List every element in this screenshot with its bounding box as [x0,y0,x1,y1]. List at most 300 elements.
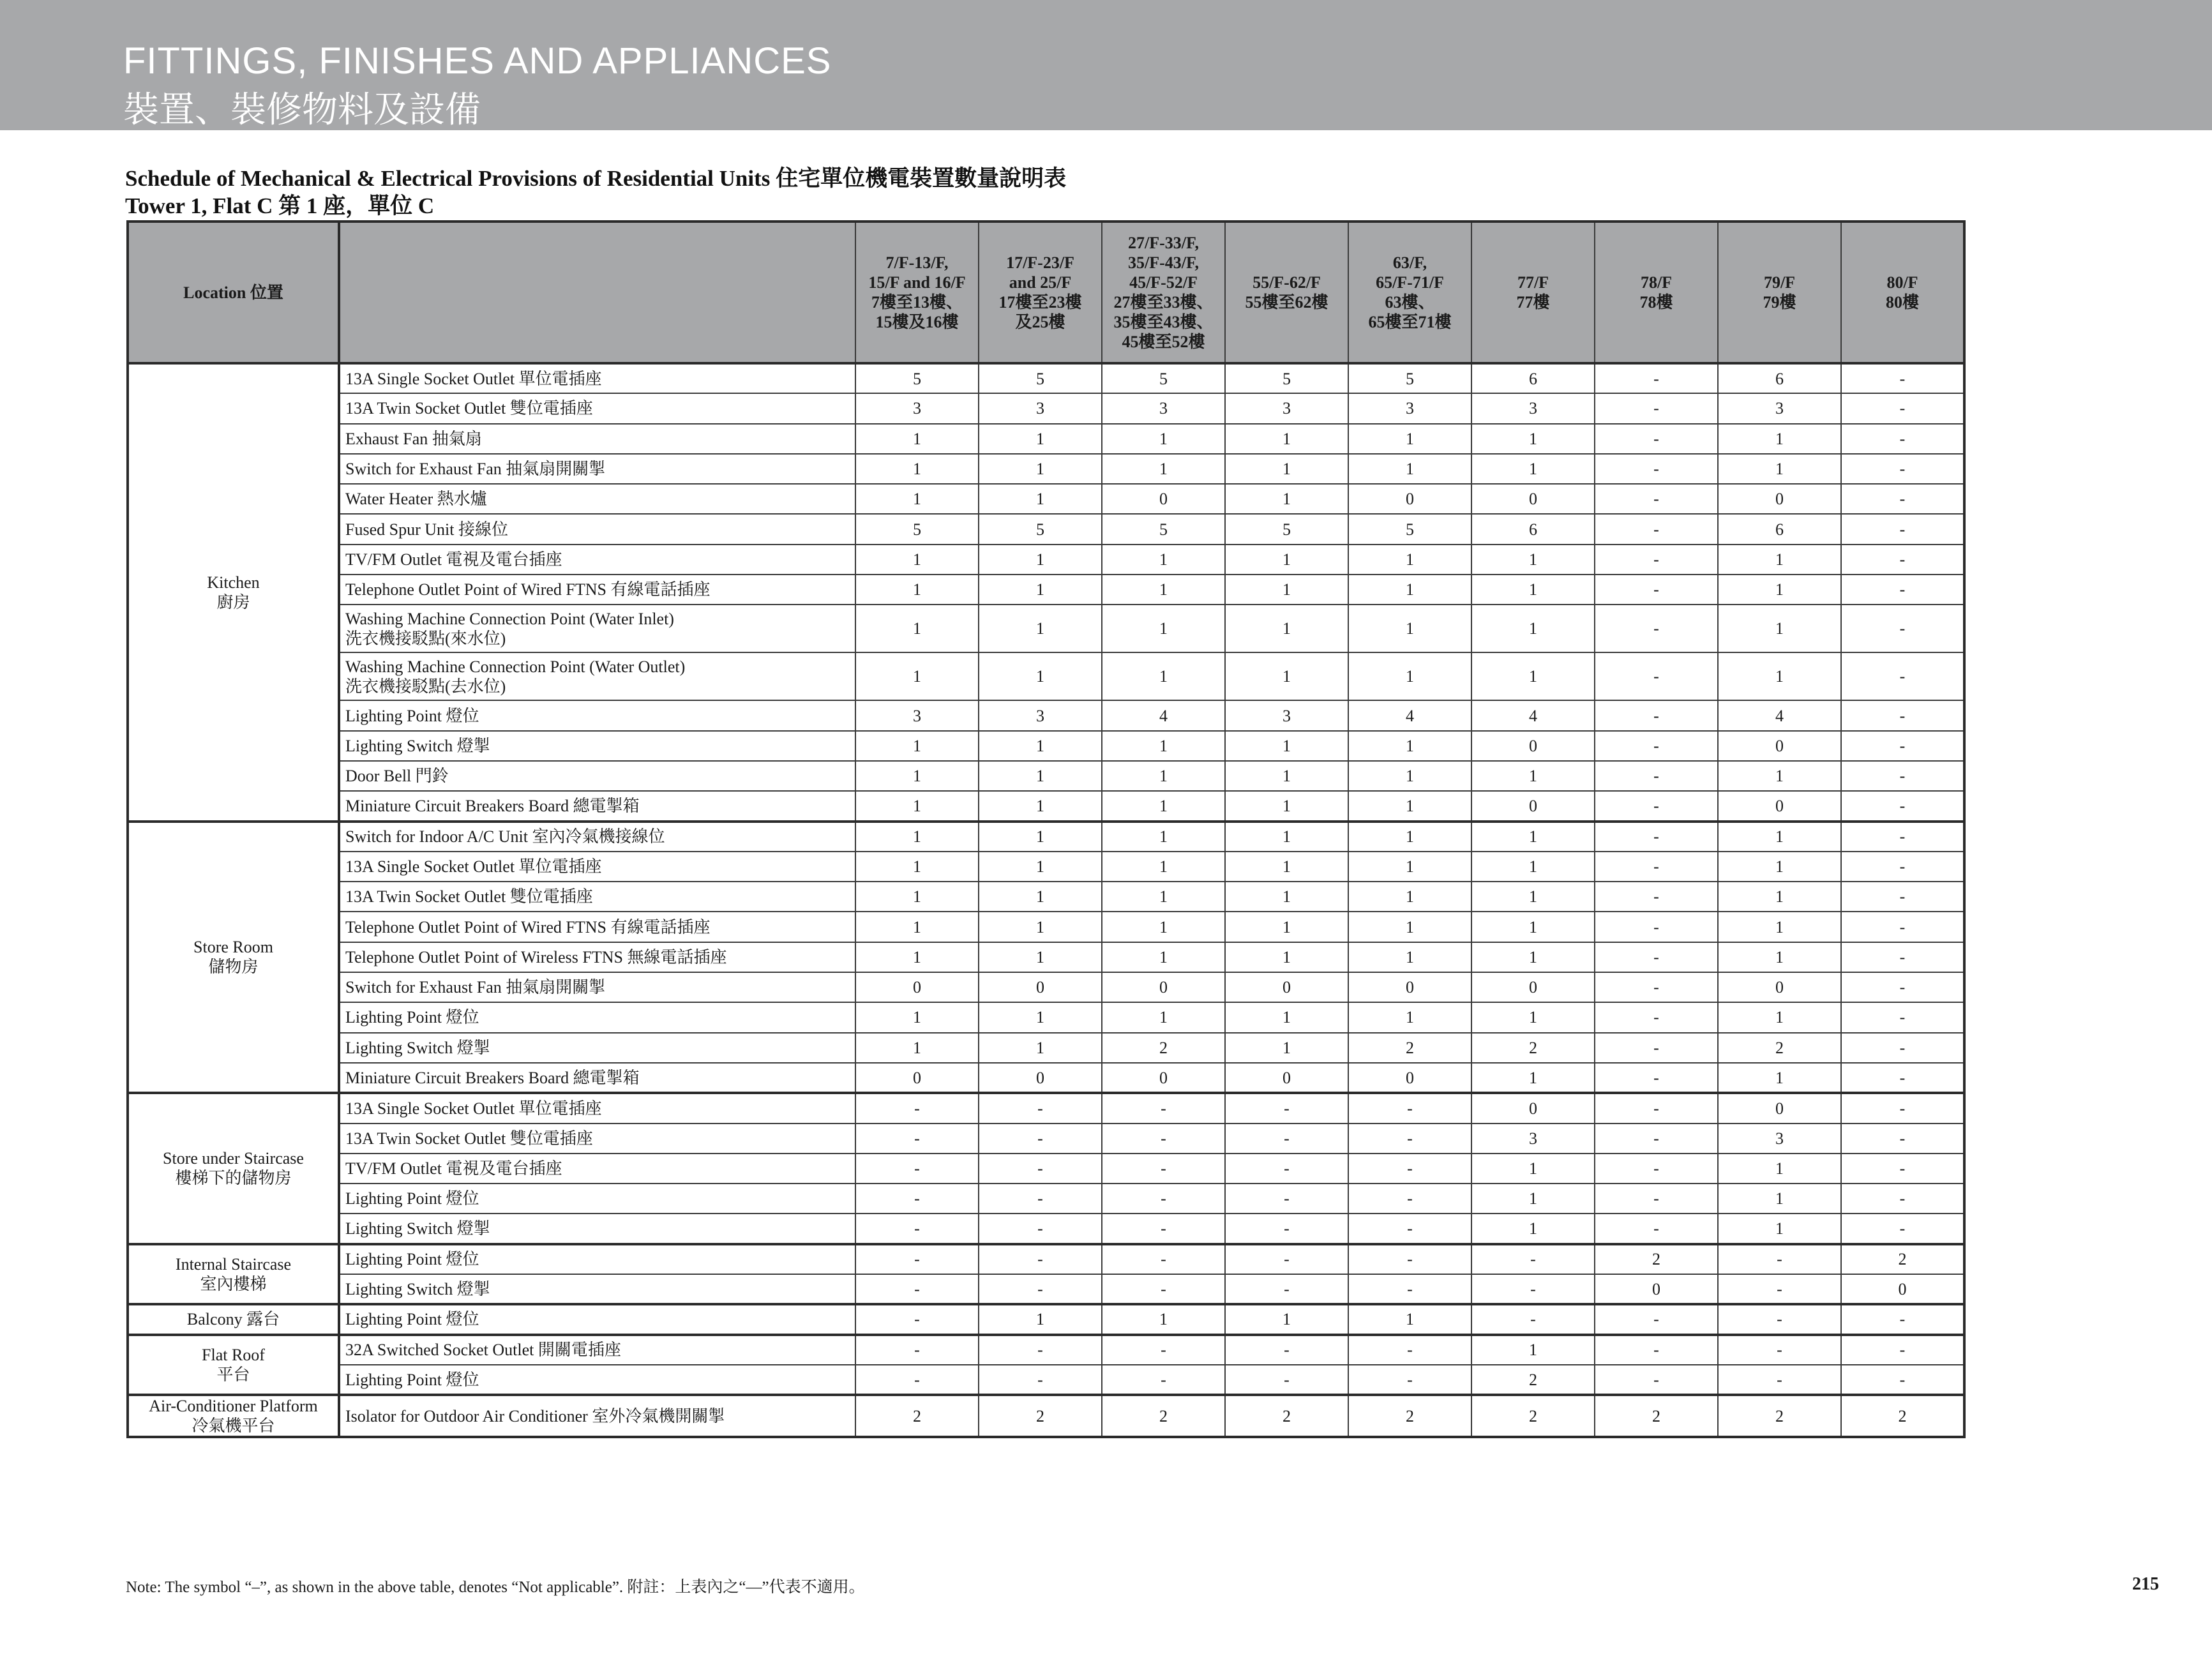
quantity-cell: 1 [1102,575,1225,605]
quantity-cell: - [1225,1154,1348,1184]
table-row [128,761,1964,791]
quantity-cell: 1 [1718,424,1841,454]
table-row [128,700,1964,730]
quantity-cell: 1 [855,1033,979,1063]
quantity-cell: 5 [1348,363,1471,393]
quantity-cell: - [1102,1184,1225,1214]
quantity-cell: 1 [855,912,979,942]
table-row [128,1214,1964,1244]
quantity-cell: 1 [855,942,979,972]
quantity-cell: 6 [1471,363,1595,393]
quantity-cell: 1 [1102,454,1225,484]
quantity-cell: 1 [1718,1063,1841,1093]
quantity-cell: 1 [1225,454,1348,484]
quantity-cell: 0 [855,972,979,1002]
quantity-cell: 1 [855,791,979,821]
quantity-cell: - [1718,1244,1841,1274]
quantity-cell: - [1595,605,1718,652]
quantity-cell: - [1595,363,1718,393]
quantity-cell: - [1841,1335,1964,1365]
quantity-cell: 1 [1225,912,1348,942]
provision-item: Lighting Point 燈位 [339,1304,855,1334]
quantity-cell: - [1595,1335,1718,1365]
quantity-cell: - [1841,1154,1964,1184]
provision-item: 13A Twin Socket Outlet 雙位電插座 [339,1124,855,1154]
quantity-cell: 1 [1225,791,1348,821]
quantity-cell: 1 [979,1033,1102,1063]
table-row [128,424,1964,454]
quantity-cell: 1 [979,852,1102,882]
quantity-cell: 1 [1718,882,1841,912]
quantity-cell: 2 [1471,1365,1595,1395]
location-cell: Internal Staircase 室內樓梯 [128,1244,339,1305]
quantity-cell: - [1718,1335,1841,1365]
quantity-cell: 5 [1225,363,1348,393]
quantity-cell: 1 [1102,942,1225,972]
quantity-cell: - [1595,1154,1718,1184]
provision-item: Isolator for Outdoor Air Conditioner 室外冷氣機開關掣 [339,1395,855,1437]
provision-item: Lighting Switch 燈掣 [339,731,855,761]
location-cell: Store Room 儲物房 [128,822,339,1094]
quantity-cell: 1 [1348,605,1471,652]
quantity-cell: - [1718,1274,1841,1304]
quantity-cell: - [1595,1063,1718,1093]
quantity-cell: 2 [1102,1395,1225,1437]
quantity-cell: 1 [979,545,1102,575]
provision-item: Lighting Point 燈位 [339,1184,855,1214]
location-cell: Air-Conditioner Platform 冷氣機平台 [128,1395,339,1437]
quantity-cell: 1 [855,545,979,575]
quantity-cell: - [1841,1184,1964,1214]
quantity-cell: 5 [1348,514,1471,544]
table-row [128,791,1964,821]
provision-item: 13A Single Socket Outlet 單位電插座 [339,852,855,882]
provision-item: Fused Spur Unit 接線位 [339,514,855,544]
floor-column-header: 27/F-33/F, 35/F-43/F, 45/F-52/F 27樓至33樓、 35樓至43樓、 45樓至52樓 [1102,222,1225,363]
quantity-cell: 1 [1471,1002,1595,1032]
provision-item: Washing Machine Connection Point (Water Outlet) 洗衣機接駁點(去水位) [339,652,855,700]
quantity-cell: 5 [1102,363,1225,393]
quantity-cell: 1 [1471,424,1595,454]
quantity-cell: - [1841,972,1964,1002]
quantity-cell: - [1841,652,1964,700]
quantity-cell: 1 [1718,605,1841,652]
quantity-cell: - [1225,1365,1348,1395]
quantity-cell: 1 [1225,731,1348,761]
table-row [128,484,1964,514]
quantity-cell: 1 [1348,942,1471,972]
quantity-cell: - [1841,1063,1964,1093]
quantity-cell: - [1471,1244,1595,1274]
location-cell: Kitchen 廚房 [128,363,339,822]
quantity-cell: - [1718,1365,1841,1395]
quantity-cell: - [1102,1244,1225,1274]
provision-item: Exhaust Fan 抽氣扇 [339,424,855,454]
quantity-cell: 1 [1718,1002,1841,1032]
provisions-table [126,220,1966,1438]
quantity-cell: 1 [979,454,1102,484]
floor-column-header: 79/F 79樓 [1718,222,1841,363]
quantity-cell: - [1595,1124,1718,1154]
provision-item: Miniature Circuit Breakers Board 總電掣箱 [339,1063,855,1093]
quantity-cell: - [1595,1184,1718,1214]
quantity-cell: 2 [1841,1395,1964,1437]
quantity-cell: 1 [1348,1002,1471,1032]
quantity-cell: - [979,1335,1102,1365]
quantity-cell: 6 [1718,363,1841,393]
provision-item: 13A Single Socket Outlet 單位電插座 [339,1093,855,1123]
quantity-cell: - [1225,1335,1348,1365]
quantity-cell: - [1225,1244,1348,1274]
quantity-cell: 3 [1225,700,1348,730]
quantity-cell: - [979,1093,1102,1123]
table-row [128,545,1964,575]
quantity-cell: 1 [979,652,1102,700]
quantity-cell: - [1595,761,1718,791]
quantity-cell: 1 [979,731,1102,761]
provision-item: Lighting Point 燈位 [339,1244,855,1274]
quantity-cell: 1 [1718,652,1841,700]
quantity-cell: - [1841,484,1964,514]
quantity-cell: 1 [979,822,1102,852]
provision-item: 13A Single Socket Outlet 單位電插座 [339,363,855,393]
quantity-cell: 1 [979,605,1102,652]
quantity-cell: 0 [979,1063,1102,1093]
provision-item: Lighting Point 燈位 [339,1002,855,1032]
table-row [128,1093,1964,1123]
quantity-cell: 1 [1471,545,1595,575]
table-row [128,942,1964,972]
quantity-cell: 1 [979,882,1102,912]
quantity-cell: 0 [1471,791,1595,821]
quantity-cell: 2 [855,1395,979,1437]
header-band [0,0,2212,130]
quantity-cell: - [1841,363,1964,393]
quantity-cell: 1 [855,761,979,791]
quantity-cell: - [1595,545,1718,575]
quantity-cell: 1 [1102,912,1225,942]
quantity-cell: 6 [1718,514,1841,544]
quantity-cell: 6 [1471,514,1595,544]
quantity-cell: 1 [855,454,979,484]
quantity-cell: - [979,1365,1102,1395]
quantity-cell: 1 [1718,852,1841,882]
quantity-cell: 0 [1595,1274,1718,1304]
quantity-cell: 1 [1225,882,1348,912]
quantity-cell: 0 [1718,484,1841,514]
quantity-cell: - [1595,852,1718,882]
quantity-cell: 1 [855,882,979,912]
quantity-cell: 0 [1718,791,1841,821]
table-header-row [128,222,1964,363]
location-cell: Balcony 露台 [128,1304,339,1334]
table-row [128,731,1964,761]
quantity-cell: 2 [1718,1033,1841,1063]
quantity-cell: 1 [1718,454,1841,484]
provision-item: 13A Twin Socket Outlet 雙位電插座 [339,882,855,912]
table-row [128,852,1964,882]
quantity-cell: - [855,1274,979,1304]
provision-item: Switch for Exhaust Fan 抽氣扇開關掣 [339,972,855,1002]
quantity-cell: - [1102,1214,1225,1244]
quantity-cell: - [1841,731,1964,761]
location-cell: Flat Roof 平台 [128,1335,339,1395]
quantity-cell: 2 [1102,1033,1225,1063]
quantity-cell: 1 [1225,605,1348,652]
quantity-cell: - [1225,1214,1348,1244]
quantity-cell: - [855,1124,979,1154]
table-row [128,1244,1964,1274]
quantity-cell: - [1595,822,1718,852]
quantity-cell: 1 [1348,761,1471,791]
floor-column-header: 80/F 80樓 [1841,222,1964,363]
quantity-cell: - [979,1184,1102,1214]
table-row [128,575,1964,605]
table-row [128,1002,1964,1032]
quantity-cell: 0 [1348,972,1471,1002]
quantity-cell: - [1841,822,1964,852]
quantity-cell: 1 [1471,912,1595,942]
quantity-cell: - [855,1335,979,1365]
quantity-cell: - [1225,1093,1348,1123]
provision-item: 32A Switched Socket Outlet 開關電插座 [339,1335,855,1365]
quantity-cell: - [1841,1033,1964,1063]
quantity-cell: - [1841,393,1964,423]
quantity-cell: 1 [1718,1214,1841,1244]
quantity-cell: 1 [1471,761,1595,791]
quantity-cell: 1 [1348,731,1471,761]
quantity-cell: 1 [1348,791,1471,821]
quantity-cell: 1 [1348,575,1471,605]
quantity-cell: 3 [1225,393,1348,423]
table-row [128,822,1964,852]
quantity-cell: - [1841,852,1964,882]
quantity-cell: 1 [1471,454,1595,484]
quantity-cell: - [1102,1093,1225,1123]
quantity-cell: 1 [979,761,1102,791]
quantity-cell: - [1471,1274,1595,1304]
quantity-cell: 1 [1718,761,1841,791]
quantity-cell: 5 [855,514,979,544]
location-cell: Store under Staircase 樓梯下的儲物房 [128,1093,339,1244]
quantity-cell: - [1102,1274,1225,1304]
provision-item: TV/FM Outlet 電視及電台插座 [339,1154,855,1184]
quantity-cell: 1 [1225,852,1348,882]
quantity-cell: 5 [1102,514,1225,544]
quantity-cell: 3 [1718,393,1841,423]
quantity-cell: - [1595,424,1718,454]
quantity-cell: 0 [1225,1063,1348,1093]
table-row [128,1063,1964,1093]
quantity-cell: 1 [979,942,1102,972]
quantity-cell: - [1841,545,1964,575]
quantity-cell: 1 [855,1002,979,1032]
quantity-cell: - [1595,1365,1718,1395]
quantity-cell: 2 [1841,1244,1964,1274]
quantity-cell: - [855,1093,979,1123]
quantity-cell: 0 [1102,972,1225,1002]
quantity-cell: - [855,1184,979,1214]
quantity-cell: 1 [1348,912,1471,942]
quantity-cell: 1 [1102,882,1225,912]
quantity-cell: 0 [979,972,1102,1002]
provision-item: Telephone Outlet Point of Wired FTNS 有線電話插座 [339,912,855,942]
quantity-cell: 0 [855,1063,979,1093]
quantity-cell: - [1595,575,1718,605]
quantity-cell: 1 [1102,761,1225,791]
quantity-cell: 1 [1225,1304,1348,1334]
quantity-cell: 1 [1102,424,1225,454]
quantity-cell: 3 [979,700,1102,730]
table-row [128,605,1964,652]
quantity-cell: 1 [1471,852,1595,882]
table-row [128,882,1964,912]
quantity-cell: 3 [1348,393,1471,423]
quantity-cell: 1 [1348,545,1471,575]
quantity-cell: 1 [1225,761,1348,791]
quantity-cell: 4 [1348,700,1471,730]
quantity-cell: 1 [1718,1184,1841,1214]
schedule-title: Schedule of Mechanical & Electrical Provisions of Residential Units 住宅單位機電裝置數量說明表 [125,166,1067,191]
quantity-cell: - [1102,1124,1225,1154]
quantity-cell: 1 [855,652,979,700]
quantity-cell: - [1348,1365,1471,1395]
provision-item: Lighting Point 燈位 [339,700,855,730]
quantity-cell: 1 [1102,605,1225,652]
quantity-cell: - [1348,1184,1471,1214]
quantity-cell: 0 [1718,972,1841,1002]
quantity-cell: 0 [1348,1063,1471,1093]
quantity-cell: 1 [979,1304,1102,1334]
quantity-cell: 1 [855,484,979,514]
quantity-cell: - [979,1154,1102,1184]
table-row [128,1274,1964,1304]
quantity-cell: 1 [1225,575,1348,605]
provision-item: Door Bell 門鈴 [339,761,855,791]
provision-item: 13A Twin Socket Outlet 雙位電插座 [339,393,855,423]
quantity-cell: - [1595,393,1718,423]
provision-item: Switch for Exhaust Fan 抽氣扇開關掣 [339,454,855,484]
quantity-cell: 1 [1718,575,1841,605]
quantity-cell: - [1595,1304,1718,1334]
provision-item: Water Heater 熱水爐 [339,484,855,514]
quantity-cell: - [1841,1214,1964,1244]
quantity-cell: - [1102,1154,1225,1184]
quantity-cell: 2 [1348,1395,1471,1437]
item-header [339,222,855,363]
quantity-cell: 4 [1718,700,1841,730]
quantity-cell: - [1595,942,1718,972]
table-row [128,363,1964,393]
quantity-cell: 1 [1102,731,1225,761]
quantity-cell: 2 [1471,1395,1595,1437]
quantity-cell: - [979,1244,1102,1274]
quantity-cell: 1 [979,791,1102,821]
table-row [128,1365,1964,1395]
table-row [128,1335,1964,1365]
quantity-cell: 1 [1102,652,1225,700]
provision-item: Miniature Circuit Breakers Board 總電掣箱 [339,791,855,821]
table-body [128,363,1964,1437]
quantity-cell: 1 [1102,1304,1225,1334]
quantity-cell: - [1595,731,1718,761]
provision-item: Lighting Switch 燈掣 [339,1214,855,1244]
quantity-cell: 1 [1718,822,1841,852]
quantity-cell: 1 [1718,942,1841,972]
table-row [128,1033,1964,1063]
quantity-cell: 3 [1102,393,1225,423]
quantity-cell: - [1595,1093,1718,1123]
quantity-cell: - [1595,882,1718,912]
quantity-cell: 1 [1348,454,1471,484]
quantity-cell: 3 [1718,1124,1841,1154]
quantity-cell: 1 [1102,545,1225,575]
quantity-cell: - [1841,1093,1964,1123]
page-number: 215 [2132,1574,2159,1594]
quantity-cell: 1 [1471,822,1595,852]
quantity-cell: 0 [1471,731,1595,761]
quantity-cell: 4 [1102,700,1225,730]
quantity-cell: - [1718,1304,1841,1334]
quantity-cell: 3 [855,700,979,730]
quantity-cell: - [1348,1093,1471,1123]
floor-column-header: 7/F-13/F, 15/F and 16/F 7樓至13樓、 15樓及16樓 [855,222,979,363]
quantity-cell: 1 [1471,882,1595,912]
quantity-cell: 1 [979,484,1102,514]
floor-column-header: 63/F, 65/F-71/F 63樓、 65樓至71樓 [1348,222,1471,363]
quantity-cell: - [1471,1304,1595,1334]
quantity-cell: - [1841,514,1964,544]
provision-item: Telephone Outlet Point of Wireless FTNS 無線電話插座 [339,942,855,972]
quantity-cell: 5 [979,514,1102,544]
quantity-cell: - [979,1124,1102,1154]
quantity-cell: - [1102,1365,1225,1395]
quantity-cell: 1 [1348,652,1471,700]
table-row [128,1154,1964,1184]
quantity-cell: - [1348,1154,1471,1184]
quantity-cell: - [1348,1335,1471,1365]
quantity-cell: - [1348,1274,1471,1304]
provision-item: Lighting Switch 燈掣 [339,1274,855,1304]
quantity-cell: 5 [1225,514,1348,544]
quantity-cell: - [1841,942,1964,972]
page-title-zh: 裝置、裝修物料及設備 [123,89,481,131]
quantity-cell: - [1841,1304,1964,1334]
quantity-cell: 2 [1595,1244,1718,1274]
quantity-cell: 0 [1471,1093,1595,1123]
page-title-en: FITTINGS, FINISHES AND APPLIANCES [123,40,832,82]
floor-column-header: 17/F-23/F and 25/F 17樓至23樓 及25樓 [979,222,1102,363]
table-row [128,1184,1964,1214]
quantity-cell: - [855,1154,979,1184]
quantity-cell: 1 [1348,424,1471,454]
quantity-cell: 1 [1102,822,1225,852]
quantity-cell: 1 [979,912,1102,942]
quantity-cell: 1 [1225,1002,1348,1032]
quantity-cell: - [1348,1244,1471,1274]
quantity-cell: - [1841,761,1964,791]
quantity-cell: 0 [1718,1093,1841,1123]
quantity-cell: 1 [1471,1214,1595,1244]
quantity-cell: - [1595,454,1718,484]
provision-item: Switch for Indoor A/C Unit 室內冷氣機接線位 [339,822,855,852]
quantity-cell: 1 [855,424,979,454]
quantity-cell: 1 [1471,1063,1595,1093]
quantity-cell: 1 [1225,652,1348,700]
quantity-cell: 1 [979,575,1102,605]
quantity-cell: - [1595,514,1718,544]
quantity-cell: - [1595,791,1718,821]
